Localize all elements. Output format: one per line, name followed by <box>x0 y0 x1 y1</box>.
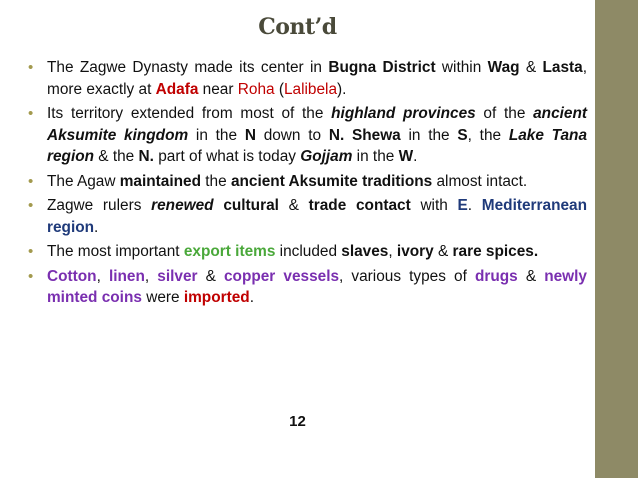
text-run: The Agaw <box>47 172 120 190</box>
text-run-bold-purple: newly minted coins <box>47 267 587 306</box>
bullet-list <box>27 57 587 312</box>
text-run: in the <box>352 148 399 165</box>
bullet-icon: • <box>28 197 34 214</box>
text-run-bold: W <box>398 148 414 165</box>
text-run: , various types of <box>339 267 475 285</box>
text-run: & <box>278 197 309 214</box>
text-run-bold-purple: Cotton <box>47 267 97 285</box>
text-run: , <box>388 243 397 260</box>
text-run-bold-italic: renewed <box>151 197 214 214</box>
text-run-bold-italic: highland provinces <box>331 105 476 122</box>
text-run-red: Lalibela <box>283 80 338 98</box>
text-run: down to <box>255 126 329 144</box>
text-run-bold: ancient Aksumite traditions <box>230 172 433 190</box>
text-run: Zagwe rulers <box>47 197 152 214</box>
text-run: in the <box>400 126 458 144</box>
text-run-bold-red: imported <box>183 289 250 306</box>
text-run: . <box>413 148 418 165</box>
text-run: almost intact. <box>432 172 528 190</box>
text-run-bold: N. Shewa <box>328 126 401 144</box>
text-run-bold-purple: linen <box>108 267 145 285</box>
text-run-red: Roha <box>237 80 275 98</box>
bullet-icon: • <box>28 267 34 285</box>
text-run: of the <box>475 105 534 122</box>
bullet-item <box>27 241 587 263</box>
text-run <box>214 197 224 214</box>
text-run-bold-italic: Gojjam <box>300 148 353 165</box>
text-run: . <box>467 197 482 214</box>
text-run: ). <box>337 80 347 98</box>
bullet-item <box>27 195 587 238</box>
text-run: & <box>433 243 453 260</box>
text-run: ( <box>274 80 284 98</box>
text-run-bold: maintained <box>119 172 201 190</box>
text-run-bold-italic: ancient Aksumite kingdom <box>47 105 587 144</box>
bullet-item <box>27 171 587 193</box>
text-run: & the <box>94 148 139 165</box>
text-run: in the <box>188 126 245 144</box>
text-run-bold: ivory <box>396 243 434 260</box>
text-run: with <box>410 197 458 214</box>
text-run-bold: N <box>244 126 256 144</box>
text-run: , the <box>467 126 509 144</box>
text-run-bold: cultural <box>223 197 279 214</box>
text-run: , <box>96 267 109 285</box>
text-run-bold: Bugna District <box>328 59 436 76</box>
text-run-bold: Lasta <box>542 59 583 76</box>
text-run-bold-purple: copper vessels <box>223 267 340 285</box>
page-number: 12 <box>289 413 306 430</box>
text-run-bold-navy: E <box>457 197 468 214</box>
text-run-bold: trade contact <box>308 197 411 214</box>
text-run-bold: S <box>457 126 468 144</box>
bullet-item <box>27 57 587 100</box>
bullet-icon: • <box>28 59 34 76</box>
text-run: were <box>141 289 184 306</box>
bullet-item <box>27 103 587 168</box>
decorative-side-bar <box>595 0 638 478</box>
slide-title: Cont’d <box>258 14 337 40</box>
text-run: part of what is today <box>153 148 301 165</box>
text-run: Its territory extended from most of the <box>47 105 332 122</box>
text-run: within <box>435 59 488 76</box>
text-run: included <box>275 243 342 260</box>
text-run-bold-purple: drugs <box>474 267 518 285</box>
text-run-bold-italic: Lake Tana region <box>47 126 588 165</box>
text-run-bold: rare spices. <box>452 243 539 260</box>
text-run: , <box>144 267 158 285</box>
bullet-item <box>27 266 587 309</box>
text-run: near <box>198 80 238 98</box>
text-run: , more exactly at <box>47 59 587 98</box>
text-run: . <box>249 289 254 306</box>
text-run: & <box>517 267 545 285</box>
bullet-icon: • <box>28 172 34 190</box>
text-run-bold-red: Adafa <box>155 80 199 98</box>
text-run-bold-purple: silver <box>157 267 198 285</box>
text-run: & <box>519 59 543 76</box>
text-run-bold-navy: Mediterranean region <box>47 197 587 236</box>
text-run: The most important <box>47 243 184 260</box>
text-run: The Zagwe Dynasty made its center in <box>47 59 329 76</box>
text-run-bold: Wag <box>487 59 520 76</box>
text-run-bold: N. <box>138 148 154 165</box>
text-run: . <box>94 218 99 236</box>
text-run: the <box>200 172 231 190</box>
text-run-bold: slaves <box>341 243 389 260</box>
bullet-icon: • <box>28 243 34 260</box>
bullet-icon: • <box>28 105 34 122</box>
text-run-bold-green: export items <box>183 243 276 260</box>
text-run: & <box>197 267 224 285</box>
